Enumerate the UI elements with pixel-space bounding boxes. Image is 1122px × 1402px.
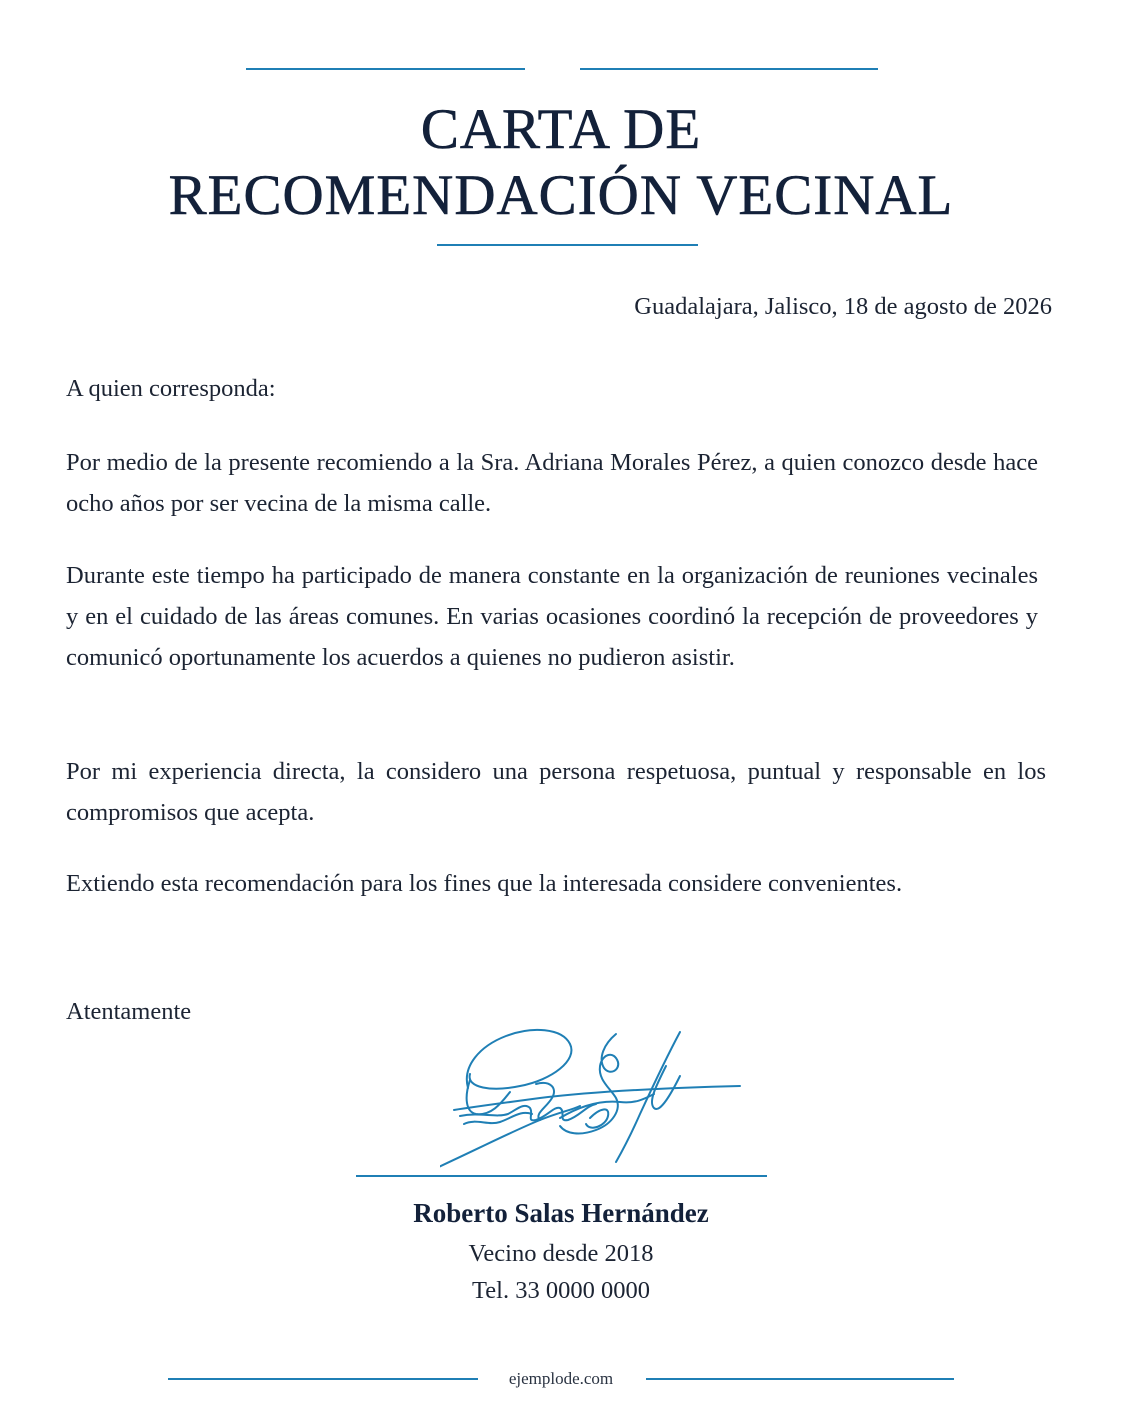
place-date: Guadalajara, Jalisco, 18 de agosto de 2026 [634,293,1052,320]
salutation: A quien corresponda: [66,375,276,402]
top-rule-right [580,68,878,70]
title-line-1: CARTA DE [420,98,702,161]
title-underline [437,244,698,246]
paragraph-3: Por mi experiencia directa, la considero una persona respetuosa, puntual y responsable en los compromisos que acepta. [66,758,1046,826]
footer-rule-right [646,1378,954,1380]
paragraph-4: Extiendo esta recomendación para los fines que la interesada considere convenientes. [66,870,903,897]
page-title [0,97,1122,229]
top-rule-left [246,68,525,70]
title-line-2: RECOMENDACIÓN VECINAL [168,164,954,227]
signer-detail: Vecino desde 2018 [468,1240,654,1267]
paragraph-1: Por medio de la presente recomiendo a la Sra. Adriana Morales Pérez, a quien conozco desde hace ocho años por ser vecina de la misma calle. [66,449,1038,517]
footer-website: ejemplode.com [508,1369,614,1388]
paragraph-2: Durante este tiempo ha participado de manera constante en la organización de reuniones vecinales y en el cuidado de las áreas comunes. En varias ocasiones coordinó la recepción de proveedores y comunicó oportunamente los acuerdos a quienes no pudieron asistir. [66,562,1038,671]
handwritten-signature [440,1022,750,1182]
signer-name: Roberto Salas Hernández [413,1198,709,1228]
signer-phone: Tel. 33 0000 0000 [472,1277,650,1304]
closing: Atentamente [66,998,192,1025]
signature-line [356,1175,767,1177]
